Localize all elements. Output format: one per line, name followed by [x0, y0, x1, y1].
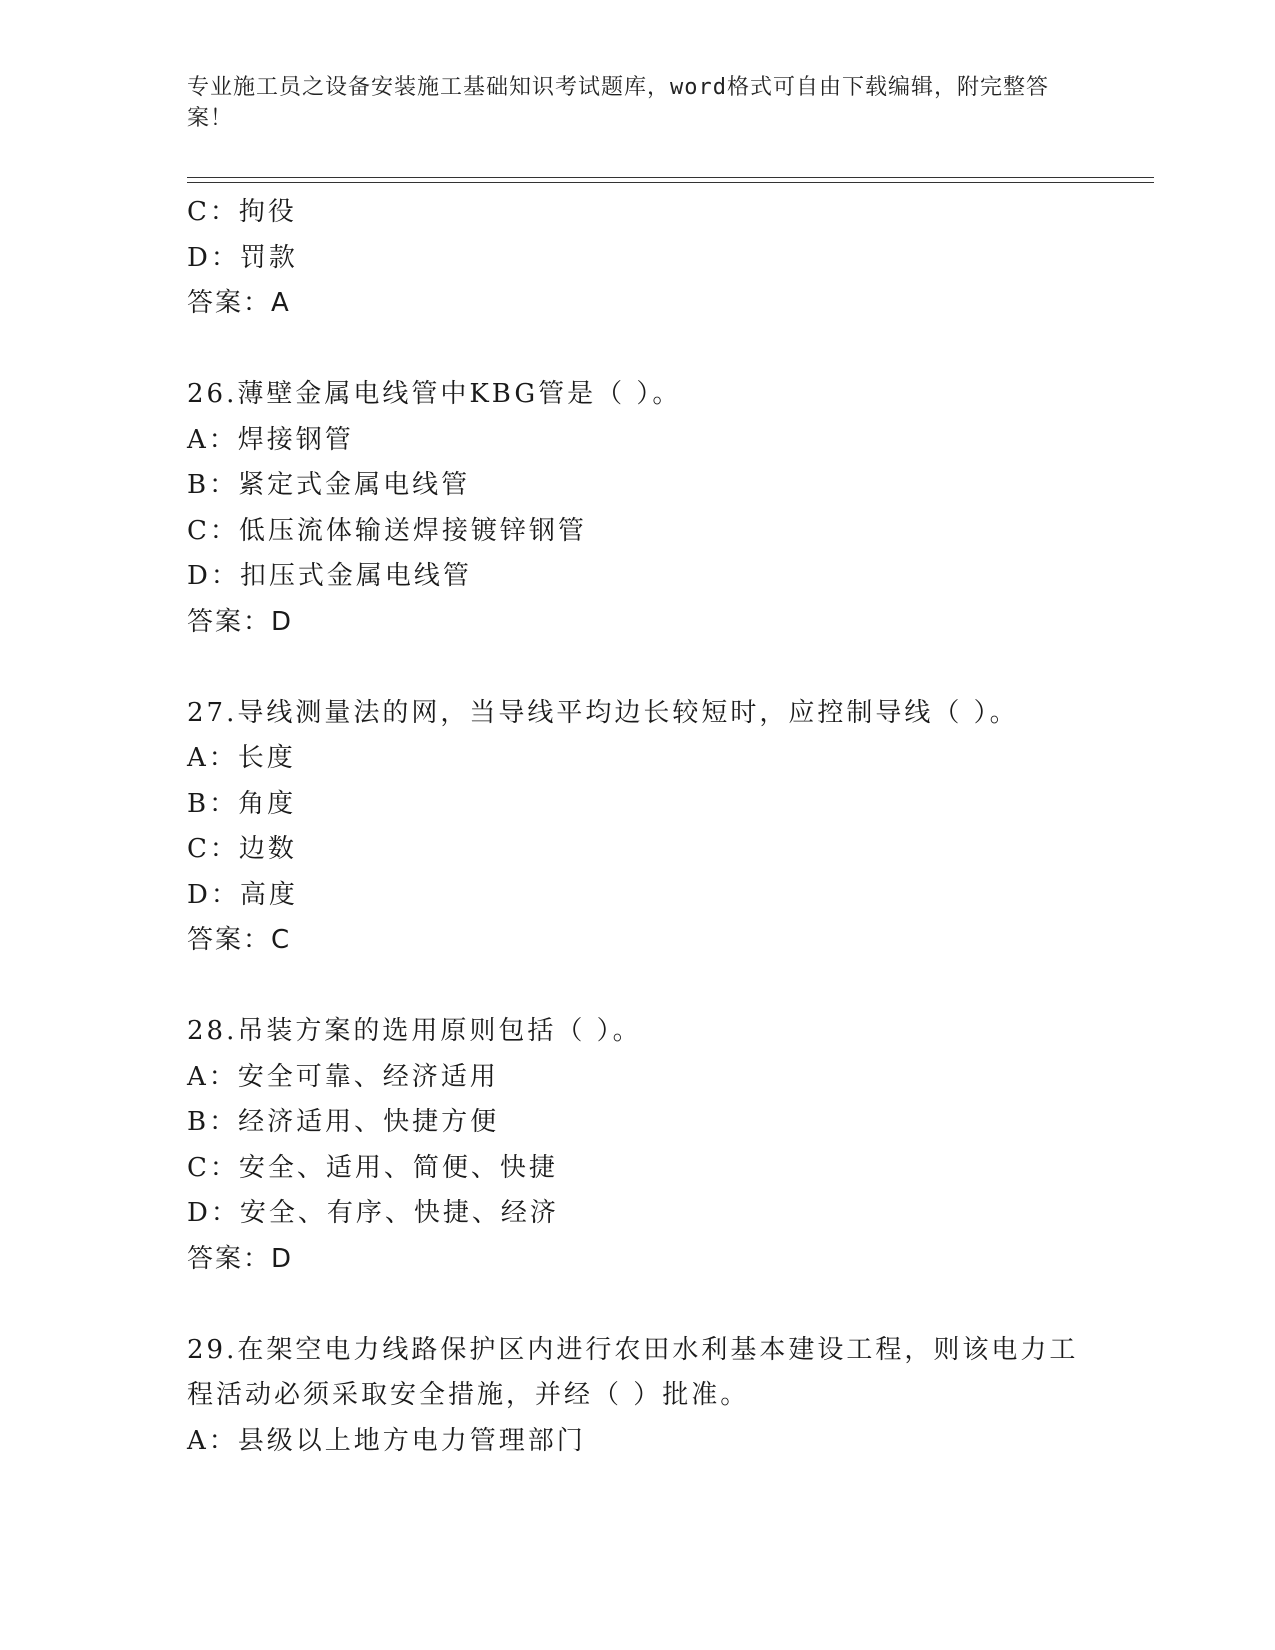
answer: 答案：D	[187, 1243, 294, 1274]
spacer	[187, 327, 1147, 373]
spacer	[187, 645, 1147, 691]
option-c: C：边数	[187, 834, 297, 864]
option-b: B：经济适用、快捷方便	[187, 1107, 500, 1137]
spacer	[187, 1282, 1147, 1328]
previous-question-tail	[187, 190, 1147, 327]
option-c: C：低压流体输送焊接镀锌钢管	[187, 515, 587, 546]
option-b: B：紧定式金属电线管	[187, 470, 471, 500]
option-d: D：扣压式金属电线管	[187, 561, 472, 591]
answer: 答案：C	[187, 925, 292, 955]
header-divider-top	[187, 177, 1154, 178]
question-stem-line-1: 29.在架空电力线路保护区内进行农田水利基本建设工程，则该电力工	[187, 1334, 1079, 1365]
option-b: B：角度	[187, 788, 297, 819]
option-c: C：拘役	[187, 197, 297, 227]
option-d: D：安全、有序、快捷、经济	[187, 1198, 559, 1228]
option-a: A：安全可靠、经济适用	[187, 1061, 499, 1092]
option-a: A：县级以上地方电力管理部门	[187, 1425, 586, 1456]
option-d: D：罚款	[187, 242, 298, 273]
answer: 答案：A	[187, 288, 291, 318]
question-stem: 27.导线测量法的网，当导线平均边长较短时，应控制导线（ ）。	[187, 697, 1019, 728]
document-header: 专业施工员之设备安装施工基础知识考试题库，word格式可自由下载编辑，附完整答案！	[187, 75, 1049, 131]
option-c: C：安全、适用、简便、快捷	[187, 1152, 558, 1183]
option-a: A：长度	[187, 743, 296, 773]
document-body	[187, 190, 1147, 1464]
question-stem: 28.吊装方案的选用原则包括（ ）。	[187, 1016, 642, 1046]
question-26	[187, 372, 1147, 645]
question-stem-line-2: 程活动必须采取安全措施，并经（ ）批准。	[187, 1380, 750, 1410]
option-a: A：焊接钢管	[187, 424, 354, 455]
answer: 答案：D	[187, 606, 294, 637]
question-28	[187, 1009, 1147, 1282]
question-stem: 26.薄壁金属电线管中KBG管是（ ）。	[187, 379, 682, 409]
spacer	[187, 964, 1147, 1010]
question-27	[187, 691, 1147, 964]
question-29	[187, 1328, 1147, 1465]
option-d: D：高度	[187, 879, 298, 910]
header-divider-bottom	[187, 182, 1154, 183]
